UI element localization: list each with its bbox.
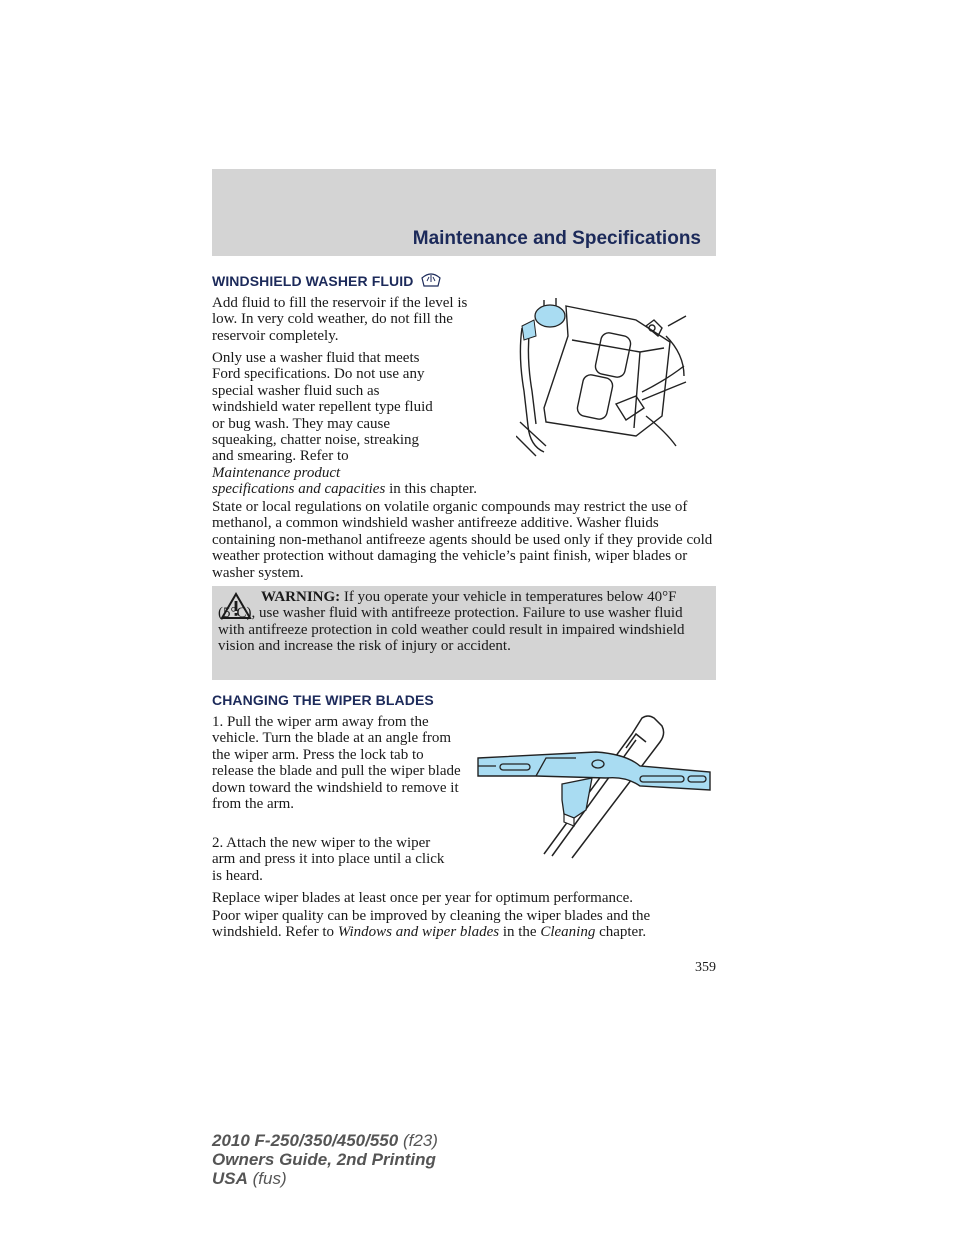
washer-para-2-line: windshield water repellent type fluid bbox=[212, 399, 433, 416]
wiper-blade-illustration bbox=[476, 714, 712, 860]
document-footer bbox=[212, 1131, 438, 1188]
footer-edition: Owners Guide, 2nd Printing bbox=[212, 1150, 436, 1169]
washer-para-1: Add fluid to fill the reservoir if the level is low. In very cold weather, do not fill the reservoir completely. bbox=[212, 295, 468, 344]
page-number: 359 bbox=[695, 960, 716, 975]
footer-model-code: (f23) bbox=[398, 1131, 438, 1150]
maintenance-reference-1: Maintenance product bbox=[212, 464, 341, 481]
poor-para-text-c: chapter. bbox=[595, 924, 647, 941]
washer-para-2-line: Only use a washer fluid that meets bbox=[212, 350, 420, 366]
warning-box bbox=[212, 586, 716, 680]
section-title: Maintenance and Specifications bbox=[412, 228, 701, 249]
washer-reservoir-illustration bbox=[516, 296, 690, 458]
footer-market: USA bbox=[212, 1169, 248, 1188]
washer-para-2-line: or bug wash. They may cause bbox=[212, 415, 391, 432]
warning-label: WARNING: bbox=[261, 589, 341, 605]
wiper-blades-heading: CHANGING THE WIPER BLADES bbox=[212, 692, 434, 708]
washer-para-2-line: and smearing. Refer to bbox=[212, 448, 349, 465]
washer-para-3: State or local regulations on volatile organic compounds may restrict the use of methanol, a common windshield washer antifreeze additive. Washer fluids containing non-methanol antifreeze agents should be used only if they provide cold weather protection without damaging the vehicle’s paint finish, wiper blades or washer system. bbox=[212, 499, 713, 581]
washer-fluid-icon bbox=[420, 271, 442, 289]
footer-market-code: (fus) bbox=[247, 1169, 287, 1188]
section-header-band bbox=[212, 169, 716, 256]
footer-model: 2010 F-250/350/450/550 bbox=[212, 1131, 399, 1150]
windshield-washer-heading: WINDSHIELD WASHER FLUID bbox=[212, 273, 414, 289]
poor-para-text-a: Poor wiper quality can be improved by cleaning the wiper blades and the windshield. Refer to bbox=[212, 908, 651, 941]
windows-wiper-reference: Windows and wiper blades bbox=[337, 924, 500, 941]
wiper-step-2: 2. Attach the new wiper to the wiper arm and press it into place until a click is heard. bbox=[212, 835, 445, 884]
cleaning-reference: Cleaning bbox=[540, 924, 596, 941]
washer-para-2-tail: in this chapter. bbox=[385, 481, 477, 498]
washer-para-2-line: Ford specifications. Do not use any bbox=[212, 366, 425, 383]
poor-para-text-b: in the bbox=[499, 924, 541, 941]
washer-para-2 bbox=[212, 350, 542, 498]
warning-text bbox=[218, 589, 706, 655]
windshield-washer-heading-row bbox=[212, 271, 442, 291]
washer-para-2-line: squeaking, chatter noise, streaking bbox=[212, 432, 420, 449]
poor-wiper-quality-para bbox=[212, 908, 716, 941]
washer-para-2-line: special washer fluid such as bbox=[212, 382, 380, 399]
maintenance-reference-2: specifications and capacities bbox=[212, 481, 386, 498]
replace-blades-para: Replace wiper blades at least once per year for optimum performance. bbox=[212, 890, 634, 906]
warning-body: If you operate your vehicle in temperatures below 40°F (5°C), use washer fluid with antifreeze protection. Failure to use washer fluid with antifreeze protection in cold weather could result in impaired windshield vision and increase the risk of injury or accident. bbox=[218, 589, 685, 655]
wiper-step-1: 1. Pull the wiper arm away from the vehicle. Turn the blade at an angle from the wiper arm. Press the lock tab to release the blade and pull the wiper blade down toward the windshield to remove it from the arm. bbox=[212, 714, 461, 813]
